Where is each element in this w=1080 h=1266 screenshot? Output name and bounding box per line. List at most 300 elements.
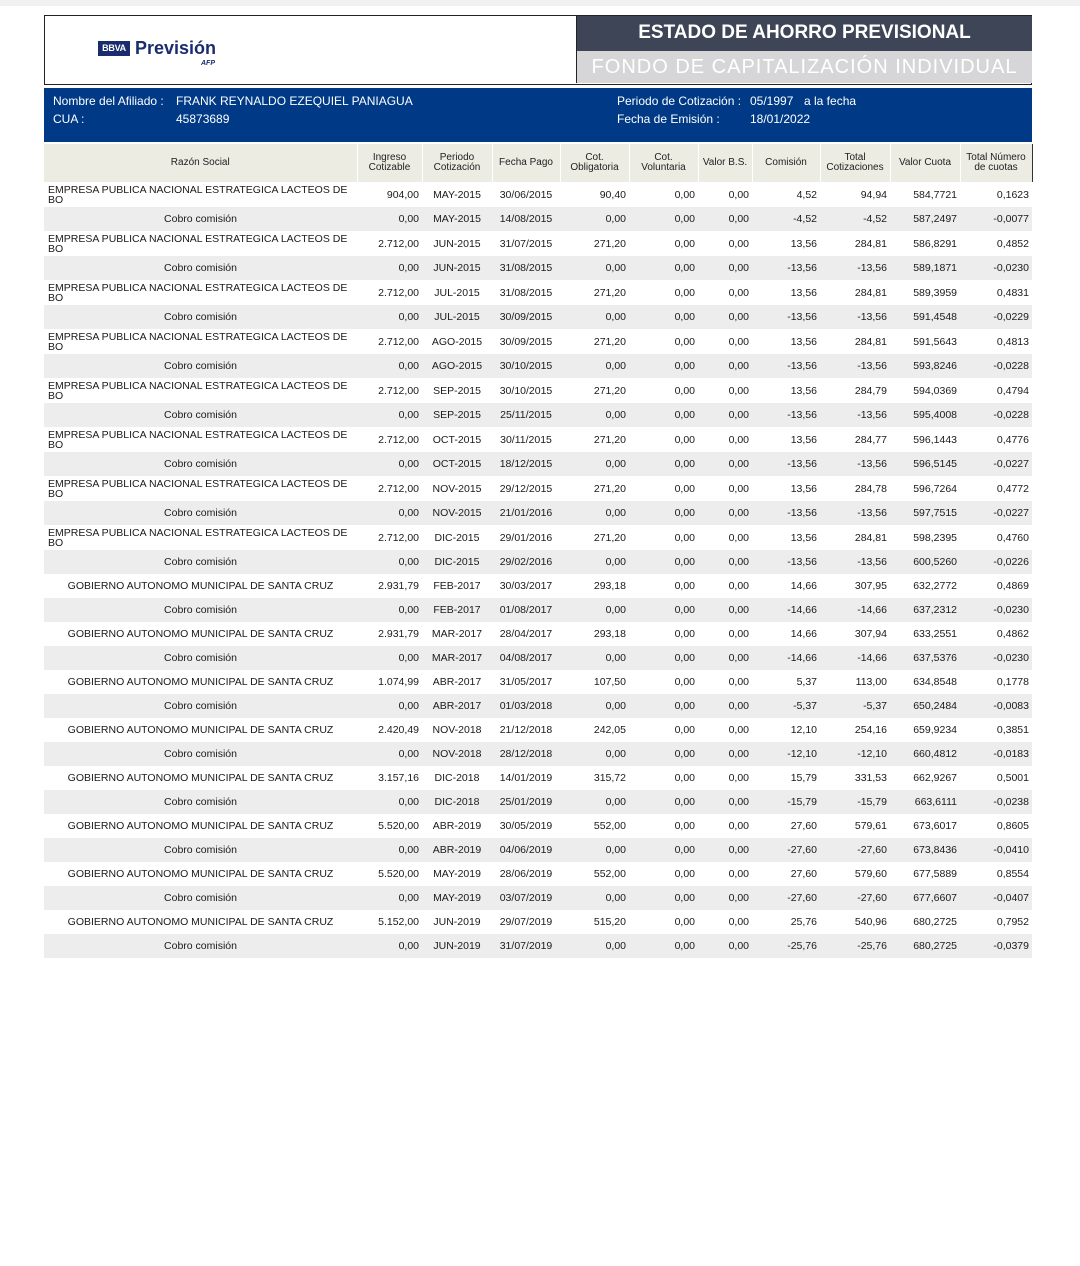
cot-obligatoria-cell: 0,00: [560, 354, 629, 378]
total-cotizaciones-cell: -25,76: [820, 934, 890, 958]
valor-bs-cell: 0,00: [698, 182, 752, 207]
periodo-cell: JUN-2015: [422, 256, 492, 280]
razon-social-cell: Cobro comisión: [44, 838, 357, 862]
numero-cuotas-cell: -0,0077: [960, 207, 1032, 231]
periodo-cell: JUL-2015: [422, 280, 492, 305]
fecha-pago-cell: 30/05/2019: [492, 814, 560, 838]
cot-obligatoria-cell: 0,00: [560, 742, 629, 766]
numero-cuotas-cell: 0,4852: [960, 231, 1032, 256]
table-body: [44, 182, 1032, 958]
total-cotizaciones-cell: 284,78: [820, 476, 890, 501]
valor-cuota-cell: 677,5889: [890, 862, 960, 886]
total-cotizaciones-cell: -4,52: [820, 207, 890, 231]
brand-name: Previsión: [135, 38, 217, 58]
fecha-pago-cell: 31/05/2017: [492, 670, 560, 694]
razon-social-cell: Cobro comisión: [44, 550, 357, 574]
ingreso-cell: 2.712,00: [357, 525, 422, 550]
valor-cuota-cell: 598,2395: [890, 525, 960, 550]
comision-cell: -25,76: [752, 934, 820, 958]
commission-row: [44, 694, 1032, 718]
razon-social-cell: Cobro comisión: [44, 452, 357, 476]
comision-cell: -12,10: [752, 742, 820, 766]
brand-subtitle: AFP: [201, 60, 215, 67]
valor-cuota-cell: 596,7264: [890, 476, 960, 501]
valor-cuota-cell: 673,6017: [890, 814, 960, 838]
cot-obligatoria-cell: 271,20: [560, 231, 629, 256]
cot-obligatoria-cell: 0,00: [560, 934, 629, 958]
periodo-cell: NOV-2018: [422, 718, 492, 742]
table-header-row: [44, 144, 1032, 182]
cot-voluntaria-cell: 0,00: [629, 934, 698, 958]
razon-social-cell: Cobro comisión: [44, 790, 357, 814]
total-cotizaciones-cell: 540,96: [820, 910, 890, 934]
valor-bs-cell: 0,00: [698, 207, 752, 231]
valor-cuota-cell: 600,5260: [890, 550, 960, 574]
col-header: Valor B.S.: [698, 144, 752, 182]
numero-cuotas-cell: -0,0379: [960, 934, 1032, 958]
numero-cuotas-cell: -0,0407: [960, 886, 1032, 910]
commission-row: [44, 403, 1032, 427]
ingreso-cell: 2.712,00: [357, 476, 422, 501]
numero-cuotas-cell: 0,1778: [960, 670, 1032, 694]
valor-cuota-cell: 589,3959: [890, 280, 960, 305]
col-header: Ingreso Cotizable: [357, 144, 422, 182]
fecha-pago-cell: 29/12/2015: [492, 476, 560, 501]
cot-obligatoria-cell: 552,00: [560, 862, 629, 886]
cot-obligatoria-cell: 90,40: [560, 182, 629, 207]
cot-voluntaria-cell: 0,00: [629, 862, 698, 886]
total-cotizaciones-cell: 284,81: [820, 525, 890, 550]
comision-cell: -13,56: [752, 550, 820, 574]
valor-bs-cell: 0,00: [698, 305, 752, 329]
ingreso-cell: 2.712,00: [357, 280, 422, 305]
comision-cell: 13,56: [752, 427, 820, 452]
razon-social-cell: EMPRESA PUBLICA NACIONAL ESTRATEGICA LACTEOS DE BO: [44, 378, 357, 403]
numero-cuotas-cell: -0,0228: [960, 354, 1032, 378]
cot-voluntaria-cell: 0,00: [629, 574, 698, 598]
periodo-cell: DIC-2018: [422, 766, 492, 790]
total-cotizaciones-cell: 331,53: [820, 766, 890, 790]
contribution-row: [44, 670, 1032, 694]
ingreso-cell: 0,00: [357, 501, 422, 525]
periodo-value: 05/1997: [750, 94, 794, 108]
razon-social-cell: Cobro comisión: [44, 354, 357, 378]
total-cotizaciones-cell: -14,66: [820, 646, 890, 670]
cot-voluntaria-cell: 0,00: [629, 886, 698, 910]
valor-bs-cell: 0,00: [698, 622, 752, 646]
numero-cuotas-cell: 0,4794: [960, 378, 1032, 403]
commission-row: [44, 742, 1032, 766]
numero-cuotas-cell: -0,0230: [960, 646, 1032, 670]
fecha-pago-cell: 29/01/2016: [492, 525, 560, 550]
cot-voluntaria-cell: 0,00: [629, 790, 698, 814]
cot-voluntaria-cell: 0,00: [629, 256, 698, 280]
cot-voluntaria-cell: 0,00: [629, 378, 698, 403]
cot-obligatoria-cell: 293,18: [560, 574, 629, 598]
cot-obligatoria-cell: 0,00: [560, 256, 629, 280]
valor-bs-cell: 0,00: [698, 862, 752, 886]
commission-row: [44, 354, 1032, 378]
valor-cuota-cell: 637,2312: [890, 598, 960, 622]
valor-cuota-cell: 634,8548: [890, 670, 960, 694]
contribution-row: [44, 476, 1032, 501]
valor-cuota-cell: 677,6607: [890, 886, 960, 910]
commission-row: [44, 207, 1032, 231]
document-header: [44, 15, 1032, 85]
cot-obligatoria-cell: 315,72: [560, 766, 629, 790]
ingreso-cell: 0,00: [357, 646, 422, 670]
col-header: Cot. Voluntaria: [629, 144, 698, 182]
total-cotizaciones-cell: 307,95: [820, 574, 890, 598]
col-header: Comisión: [752, 144, 820, 182]
ingreso-cell: 904,00: [357, 182, 422, 207]
cot-obligatoria-cell: 0,00: [560, 646, 629, 670]
razon-social-cell: Cobro comisión: [44, 886, 357, 910]
comision-cell: -13,56: [752, 501, 820, 525]
razon-social-cell: GOBIERNO AUTONOMO MUNICIPAL DE SANTA CRUZ: [44, 670, 357, 694]
total-cotizaciones-cell: -13,56: [820, 305, 890, 329]
total-cotizaciones-cell: 579,61: [820, 814, 890, 838]
valor-cuota-cell: 596,1443: [890, 427, 960, 452]
valor-bs-cell: 0,00: [698, 574, 752, 598]
fecha-pago-cell: 30/11/2015: [492, 427, 560, 452]
valor-bs-cell: 0,00: [698, 934, 752, 958]
total-cotizaciones-cell: 94,94: [820, 182, 890, 207]
cot-obligatoria-cell: 0,00: [560, 305, 629, 329]
col-header: Total Número de cuotas: [960, 144, 1032, 182]
comision-cell: 13,56: [752, 329, 820, 354]
cot-obligatoria-cell: 0,00: [560, 886, 629, 910]
commission-row: [44, 646, 1032, 670]
commission-row: [44, 305, 1032, 329]
numero-cuotas-cell: -0,0238: [960, 790, 1032, 814]
valor-cuota-cell: 633,2551: [890, 622, 960, 646]
valor-bs-cell: 0,00: [698, 329, 752, 354]
comision-cell: -14,66: [752, 598, 820, 622]
ingreso-cell: 2.931,79: [357, 622, 422, 646]
cot-voluntaria-cell: 0,00: [629, 838, 698, 862]
fecha-pago-cell: 30/03/2017: [492, 574, 560, 598]
periodo-cell: NOV-2015: [422, 476, 492, 501]
razon-social-cell: EMPRESA PUBLICA NACIONAL ESTRATEGICA LACTEOS DE BO: [44, 476, 357, 501]
title-block: [576, 16, 1032, 83]
valor-cuota-cell: 680,2725: [890, 934, 960, 958]
valor-bs-cell: 0,00: [698, 231, 752, 256]
cot-obligatoria-cell: 271,20: [560, 476, 629, 501]
contributions-table: [44, 144, 1033, 958]
cot-voluntaria-cell: 0,00: [629, 742, 698, 766]
commission-row: [44, 452, 1032, 476]
razon-social-cell: Cobro comisión: [44, 694, 357, 718]
cot-voluntaria-cell: 0,00: [629, 670, 698, 694]
comision-cell: -13,56: [752, 354, 820, 378]
valor-bs-cell: 0,00: [698, 718, 752, 742]
numero-cuotas-cell: 0,8554: [960, 862, 1032, 886]
total-cotizaciones-cell: -13,56: [820, 403, 890, 427]
ingreso-cell: 5.520,00: [357, 814, 422, 838]
contribution-row: [44, 766, 1032, 790]
total-cotizaciones-cell: -13,56: [820, 550, 890, 574]
valor-bs-cell: 0,00: [698, 403, 752, 427]
fecha-pago-cell: 30/10/2015: [492, 378, 560, 403]
periodo-cell: ABR-2019: [422, 838, 492, 862]
periodo-cell: SEP-2015: [422, 378, 492, 403]
cot-voluntaria-cell: 0,00: [629, 403, 698, 427]
fecha-pago-cell: 25/01/2019: [492, 790, 560, 814]
numero-cuotas-cell: 0,4776: [960, 427, 1032, 452]
cot-voluntaria-cell: 0,00: [629, 231, 698, 256]
emision-value: 18/01/2022: [750, 112, 811, 126]
razon-social-cell: Cobro comisión: [44, 501, 357, 525]
periodo-cell: MAY-2015: [422, 207, 492, 231]
valor-bs-cell: 0,00: [698, 814, 752, 838]
numero-cuotas-cell: 0,7952: [960, 910, 1032, 934]
total-cotizaciones-cell: 284,81: [820, 329, 890, 354]
col-header: Valor Cuota: [890, 144, 960, 182]
numero-cuotas-cell: -0,0183: [960, 742, 1032, 766]
col-header: Cot. Obligatoria: [560, 144, 629, 182]
fecha-pago-cell: 31/07/2019: [492, 934, 560, 958]
commission-row: [44, 550, 1032, 574]
cot-voluntaria-cell: 0,00: [629, 501, 698, 525]
razon-social-cell: GOBIERNO AUTONOMO MUNICIPAL DE SANTA CRUZ: [44, 622, 357, 646]
comision-cell: 15,79: [752, 766, 820, 790]
ingreso-cell: 2.420,49: [357, 718, 422, 742]
valor-bs-cell: 0,00: [698, 427, 752, 452]
numero-cuotas-cell: 0,4813: [960, 329, 1032, 354]
numero-cuotas-cell: 0,1623: [960, 182, 1032, 207]
numero-cuotas-cell: -0,0226: [960, 550, 1032, 574]
valor-bs-cell: 0,00: [698, 838, 752, 862]
cot-obligatoria-cell: 271,20: [560, 329, 629, 354]
cua-value: 45873689: [176, 112, 230, 126]
total-cotizaciones-cell: 284,81: [820, 280, 890, 305]
comision-cell: 27,60: [752, 862, 820, 886]
ingreso-cell: 0,00: [357, 598, 422, 622]
ingreso-cell: 0,00: [357, 790, 422, 814]
razon-social-cell: Cobro comisión: [44, 256, 357, 280]
ingreso-cell: 0,00: [357, 550, 422, 574]
commission-row: [44, 790, 1032, 814]
ingreso-cell: 0,00: [357, 305, 422, 329]
fecha-pago-cell: 29/07/2019: [492, 910, 560, 934]
valor-bs-cell: 0,00: [698, 742, 752, 766]
total-cotizaciones-cell: 284,81: [820, 231, 890, 256]
cot-obligatoria-cell: 0,00: [560, 694, 629, 718]
valor-bs-cell: 0,00: [698, 910, 752, 934]
ingreso-cell: 5.152,00: [357, 910, 422, 934]
razon-social-cell: EMPRESA PUBLICA NACIONAL ESTRATEGICA LACTEOS DE BO: [44, 182, 357, 207]
ingreso-cell: 0,00: [357, 886, 422, 910]
fecha-pago-cell: 30/06/2015: [492, 182, 560, 207]
ingreso-cell: 1.074,99: [357, 670, 422, 694]
comision-cell: 4,52: [752, 182, 820, 207]
razon-social-cell: Cobro comisión: [44, 305, 357, 329]
fecha-pago-cell: 21/01/2016: [492, 501, 560, 525]
ingreso-cell: 0,00: [357, 207, 422, 231]
col-header: Fecha Pago: [492, 144, 560, 182]
total-cotizaciones-cell: -13,56: [820, 256, 890, 280]
cot-voluntaria-cell: 0,00: [629, 182, 698, 207]
periodo-cell: MAR-2017: [422, 646, 492, 670]
contribution-row: [44, 574, 1032, 598]
valor-cuota-cell: 587,2497: [890, 207, 960, 231]
afiliado-label: Nombre del Afiliado :: [53, 94, 164, 108]
comision-cell: -13,56: [752, 305, 820, 329]
cot-obligatoria-cell: 0,00: [560, 403, 629, 427]
numero-cuotas-cell: 0,4831: [960, 280, 1032, 305]
cot-obligatoria-cell: 0,00: [560, 550, 629, 574]
contribution-row: [44, 525, 1032, 550]
razon-social-cell: Cobro comisión: [44, 598, 357, 622]
periodo-cell: JUN-2015: [422, 231, 492, 256]
cot-obligatoria-cell: 271,20: [560, 427, 629, 452]
commission-row: [44, 256, 1032, 280]
razon-social-cell: GOBIERNO AUTONOMO MUNICIPAL DE SANTA CRUZ: [44, 910, 357, 934]
total-cotizaciones-cell: -15,79: [820, 790, 890, 814]
top-margin: [0, 0, 1080, 6]
valor-bs-cell: 0,00: [698, 452, 752, 476]
numero-cuotas-cell: 0,4869: [960, 574, 1032, 598]
valor-cuota-cell: 680,2725: [890, 910, 960, 934]
comision-cell: 25,76: [752, 910, 820, 934]
valor-bs-cell: 0,00: [698, 476, 752, 501]
cot-voluntaria-cell: 0,00: [629, 550, 698, 574]
periodo-cell: JUL-2015: [422, 305, 492, 329]
comision-cell: 14,66: [752, 574, 820, 598]
periodo-cell: DIC-2018: [422, 790, 492, 814]
document-subtitle: FONDO DE CAPITALIZACIÓN INDIVIDUAL: [577, 51, 1032, 83]
cot-voluntaria-cell: 0,00: [629, 622, 698, 646]
comision-cell: 13,56: [752, 525, 820, 550]
contribution-row: [44, 182, 1032, 207]
contribution-row: [44, 231, 1032, 256]
cot-obligatoria-cell: 0,00: [560, 838, 629, 862]
periodo-label: Periodo de Cotización :: [617, 94, 742, 108]
valor-cuota-cell: 673,8436: [890, 838, 960, 862]
numero-cuotas-cell: 0,4862: [960, 622, 1032, 646]
valor-cuota-cell: 662,9267: [890, 766, 960, 790]
razon-social-cell: Cobro comisión: [44, 742, 357, 766]
cot-obligatoria-cell: 271,20: [560, 525, 629, 550]
comision-cell: 14,66: [752, 622, 820, 646]
ingreso-cell: 2.712,00: [357, 427, 422, 452]
razon-social-cell: Cobro comisión: [44, 207, 357, 231]
fecha-pago-cell: 14/01/2019: [492, 766, 560, 790]
valor-cuota-cell: 584,7721: [890, 182, 960, 207]
fecha-pago-cell: 01/08/2017: [492, 598, 560, 622]
numero-cuotas-cell: -0,0230: [960, 598, 1032, 622]
valor-cuota-cell: 591,5643: [890, 329, 960, 354]
valor-cuota-cell: 660,4812: [890, 742, 960, 766]
comision-cell: 13,56: [752, 476, 820, 501]
cot-voluntaria-cell: 0,00: [629, 525, 698, 550]
fecha-pago-cell: 30/10/2015: [492, 354, 560, 378]
fecha-pago-cell: 30/09/2015: [492, 305, 560, 329]
valor-bs-cell: 0,00: [698, 256, 752, 280]
cot-voluntaria-cell: 0,00: [629, 646, 698, 670]
bbva-prevision-logo: [45, 16, 577, 83]
commission-row: [44, 501, 1032, 525]
razon-social-cell: EMPRESA PUBLICA NACIONAL ESTRATEGICA LACTEOS DE BO: [44, 329, 357, 354]
razon-social-cell: GOBIERNO AUTONOMO MUNICIPAL DE SANTA CRUZ: [44, 766, 357, 790]
cot-obligatoria-cell: 271,20: [560, 378, 629, 403]
fecha-pago-cell: 04/08/2017: [492, 646, 560, 670]
razon-social-cell: Cobro comisión: [44, 646, 357, 670]
commission-row: [44, 598, 1032, 622]
ingreso-cell: 0,00: [357, 742, 422, 766]
ingreso-cell: 0,00: [357, 694, 422, 718]
cot-voluntaria-cell: 0,00: [629, 305, 698, 329]
total-cotizaciones-cell: -5,37: [820, 694, 890, 718]
fecha-pago-cell: 31/08/2015: [492, 256, 560, 280]
cot-voluntaria-cell: 0,00: [629, 910, 698, 934]
periodo-cell: MAR-2017: [422, 622, 492, 646]
periodo-cell: FEB-2017: [422, 598, 492, 622]
comision-cell: -4,52: [752, 207, 820, 231]
valor-cuota-cell: 659,9234: [890, 718, 960, 742]
periodo-cell: AGO-2015: [422, 329, 492, 354]
comision-cell: 5,37: [752, 670, 820, 694]
total-cotizaciones-cell: -14,66: [820, 598, 890, 622]
razon-social-cell: GOBIERNO AUTONOMO MUNICIPAL DE SANTA CRUZ: [44, 862, 357, 886]
periodo-cell: DIC-2015: [422, 525, 492, 550]
cot-voluntaria-cell: 0,00: [629, 427, 698, 452]
contribution-row: [44, 814, 1032, 838]
ingreso-cell: 0,00: [357, 403, 422, 427]
fecha-pago-cell: 21/12/2018: [492, 718, 560, 742]
ingreso-cell: 0,00: [357, 934, 422, 958]
numero-cuotas-cell: -0,0410: [960, 838, 1032, 862]
cot-voluntaria-cell: 0,00: [629, 329, 698, 354]
cot-obligatoria-cell: 0,00: [560, 452, 629, 476]
affiliate-info-bar: [44, 88, 1032, 142]
afiliado-value: FRANK REYNALDO EZEQUIEL PANIAGUA: [176, 94, 413, 108]
periodo-suffix: a la fecha: [804, 94, 857, 108]
col-header: Razón Social: [44, 144, 357, 182]
numero-cuotas-cell: -0,0230: [960, 256, 1032, 280]
comision-cell: -27,60: [752, 838, 820, 862]
valor-bs-cell: 0,00: [698, 525, 752, 550]
comision-cell: -14,66: [752, 646, 820, 670]
total-cotizaciones-cell: 254,16: [820, 718, 890, 742]
fecha-pago-cell: 03/07/2019: [492, 886, 560, 910]
valor-bs-cell: 0,00: [698, 694, 752, 718]
valor-bs-cell: 0,00: [698, 354, 752, 378]
cot-obligatoria-cell: 0,00: [560, 501, 629, 525]
fecha-pago-cell: 28/06/2019: [492, 862, 560, 886]
comision-cell: 27,60: [752, 814, 820, 838]
fecha-pago-cell: 29/02/2016: [492, 550, 560, 574]
ingreso-cell: 3.157,16: [357, 766, 422, 790]
fecha-pago-cell: 31/08/2015: [492, 280, 560, 305]
numero-cuotas-cell: -0,0228: [960, 403, 1032, 427]
numero-cuotas-cell: -0,0229: [960, 305, 1032, 329]
contribution-row: [44, 427, 1032, 452]
numero-cuotas-cell: 0,4772: [960, 476, 1032, 501]
valor-bs-cell: 0,00: [698, 550, 752, 574]
valor-cuota-cell: 632,2772: [890, 574, 960, 598]
periodo-cell: OCT-2015: [422, 427, 492, 452]
razon-social-cell: EMPRESA PUBLICA NACIONAL ESTRATEGICA LACTEOS DE BO: [44, 427, 357, 452]
periodo-cell: ABR-2017: [422, 670, 492, 694]
total-cotizaciones-cell: 284,77: [820, 427, 890, 452]
document-title: ESTADO DE AHORRO PREVISIONAL: [638, 22, 971, 43]
valor-cuota-cell: 650,2484: [890, 694, 960, 718]
valor-bs-cell: 0,00: [698, 378, 752, 403]
periodo-cell: SEP-2015: [422, 403, 492, 427]
cot-voluntaria-cell: 0,00: [629, 452, 698, 476]
